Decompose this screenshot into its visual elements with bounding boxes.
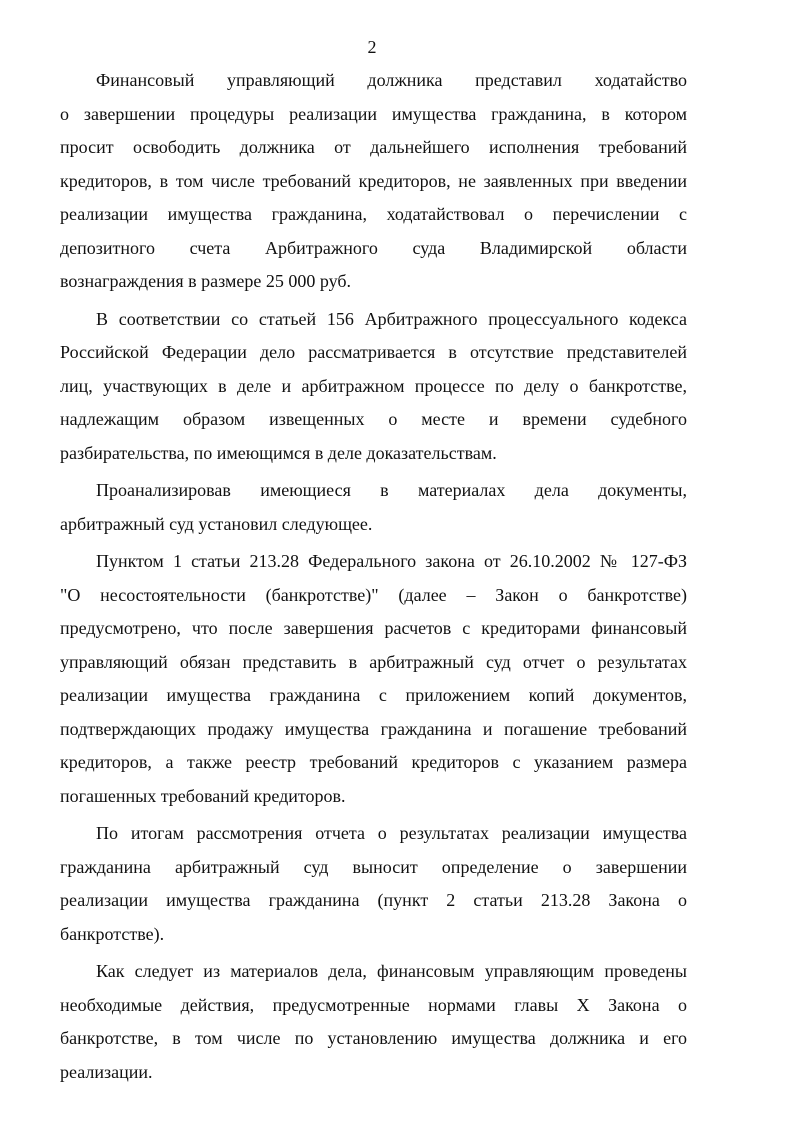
- paragraph-line: вознаграждения в размере 25 000 руб.: [60, 271, 352, 291]
- paragraph-line: По итогам рассмотрения отчета о результатах реализации имущества: [96, 823, 687, 843]
- paragraph-line: надлежащим образом извещенных о месте и времени судебного: [60, 409, 687, 429]
- paragraph-petition: [60, 64, 687, 299]
- paragraph-line: Пунктом 1 статьи 213.28 Федерального закона от 26.10.2002 № 127-ФЗ: [96, 551, 687, 571]
- paragraph-line: необходимые действия, предусмотренные нормами главы X Закона о: [60, 994, 687, 1015]
- page-number: 2: [367, 37, 377, 57]
- paragraph-line: Как следует из материалов дела, финансовым управляющим проведены: [96, 961, 687, 981]
- document-body: [60, 64, 687, 1093]
- paragraph-law-reference: [60, 545, 687, 813]
- paragraph-line: банкротстве, в том числе по установлению имущества должника и его: [60, 1028, 687, 1048]
- paragraph-line: разбирательства, по имеющимся в деле доказательствам.: [60, 442, 497, 463]
- paragraph-line: о завершении процедуры реализации имущества гражданина, в котором: [60, 103, 687, 124]
- paragraph-line: "О несостоятельности (банкротстве)" (далее – Закон о банкротстве): [60, 584, 687, 605]
- paragraph-line: реализации имущества гражданина с приложением копий документов,: [60, 685, 687, 705]
- paragraph-line: кредиторов, а также реестр требований кредиторов с указанием размера: [60, 752, 687, 772]
- paragraph-procedure: [60, 303, 687, 471]
- paragraph-report-results: [60, 817, 687, 951]
- paragraph-line: гражданина арбитражный суд выносит определение о завершении: [60, 856, 687, 877]
- paragraph-analysis: [60, 474, 687, 541]
- paragraph-line: реализации имущества гражданина (пункт 2 статьи 213.28 Закона о: [60, 890, 687, 910]
- paragraph-line: Финансовый управляющий должника представил ходатайство: [96, 70, 687, 90]
- paragraph-case-materials: [60, 955, 687, 1089]
- paragraph-line: В соответствии со статьей 156 Арбитражного процессуального кодекса: [96, 308, 687, 329]
- paragraph-line: депозитного счета Арбитражного суда Владимирской области: [60, 237, 687, 258]
- paragraph-line: просит освободить должника от дальнейшего исполнения требований: [60, 137, 687, 157]
- paragraph-line: Российской Федерации дело рассматривается в отсутствие представителей: [60, 342, 687, 362]
- paragraph-line: лиц, участвующих в деле и арбитражном процессе по делу о банкротстве,: [60, 375, 687, 396]
- paragraph-line: кредиторов, в том числе требований кредиторов, не заявленных при введении: [60, 170, 687, 191]
- paragraph-line: предусмотрено, что после завершения расчетов с кредиторами финансовый: [60, 618, 687, 638]
- paragraph-line: погашенных требований кредиторов.: [60, 785, 346, 806]
- paragraph-line: реализации.: [60, 1061, 153, 1082]
- paragraph-line: арбитражный суд установил следующее.: [60, 513, 373, 534]
- paragraph-line: управляющий обязан представить в арбитражный суд отчет о результатах: [60, 651, 687, 672]
- paragraph-line: подтверждающих продажу имущества гражданина и погашение требований: [60, 718, 687, 739]
- paragraph-line: реализации имущества гражданина, ходатайствовал о перечислении с: [60, 204, 687, 224]
- paragraph-line: банкротстве).: [60, 923, 165, 944]
- paragraph-line: Проанализировав имеющиеся в материалах дела документы,: [96, 480, 687, 500]
